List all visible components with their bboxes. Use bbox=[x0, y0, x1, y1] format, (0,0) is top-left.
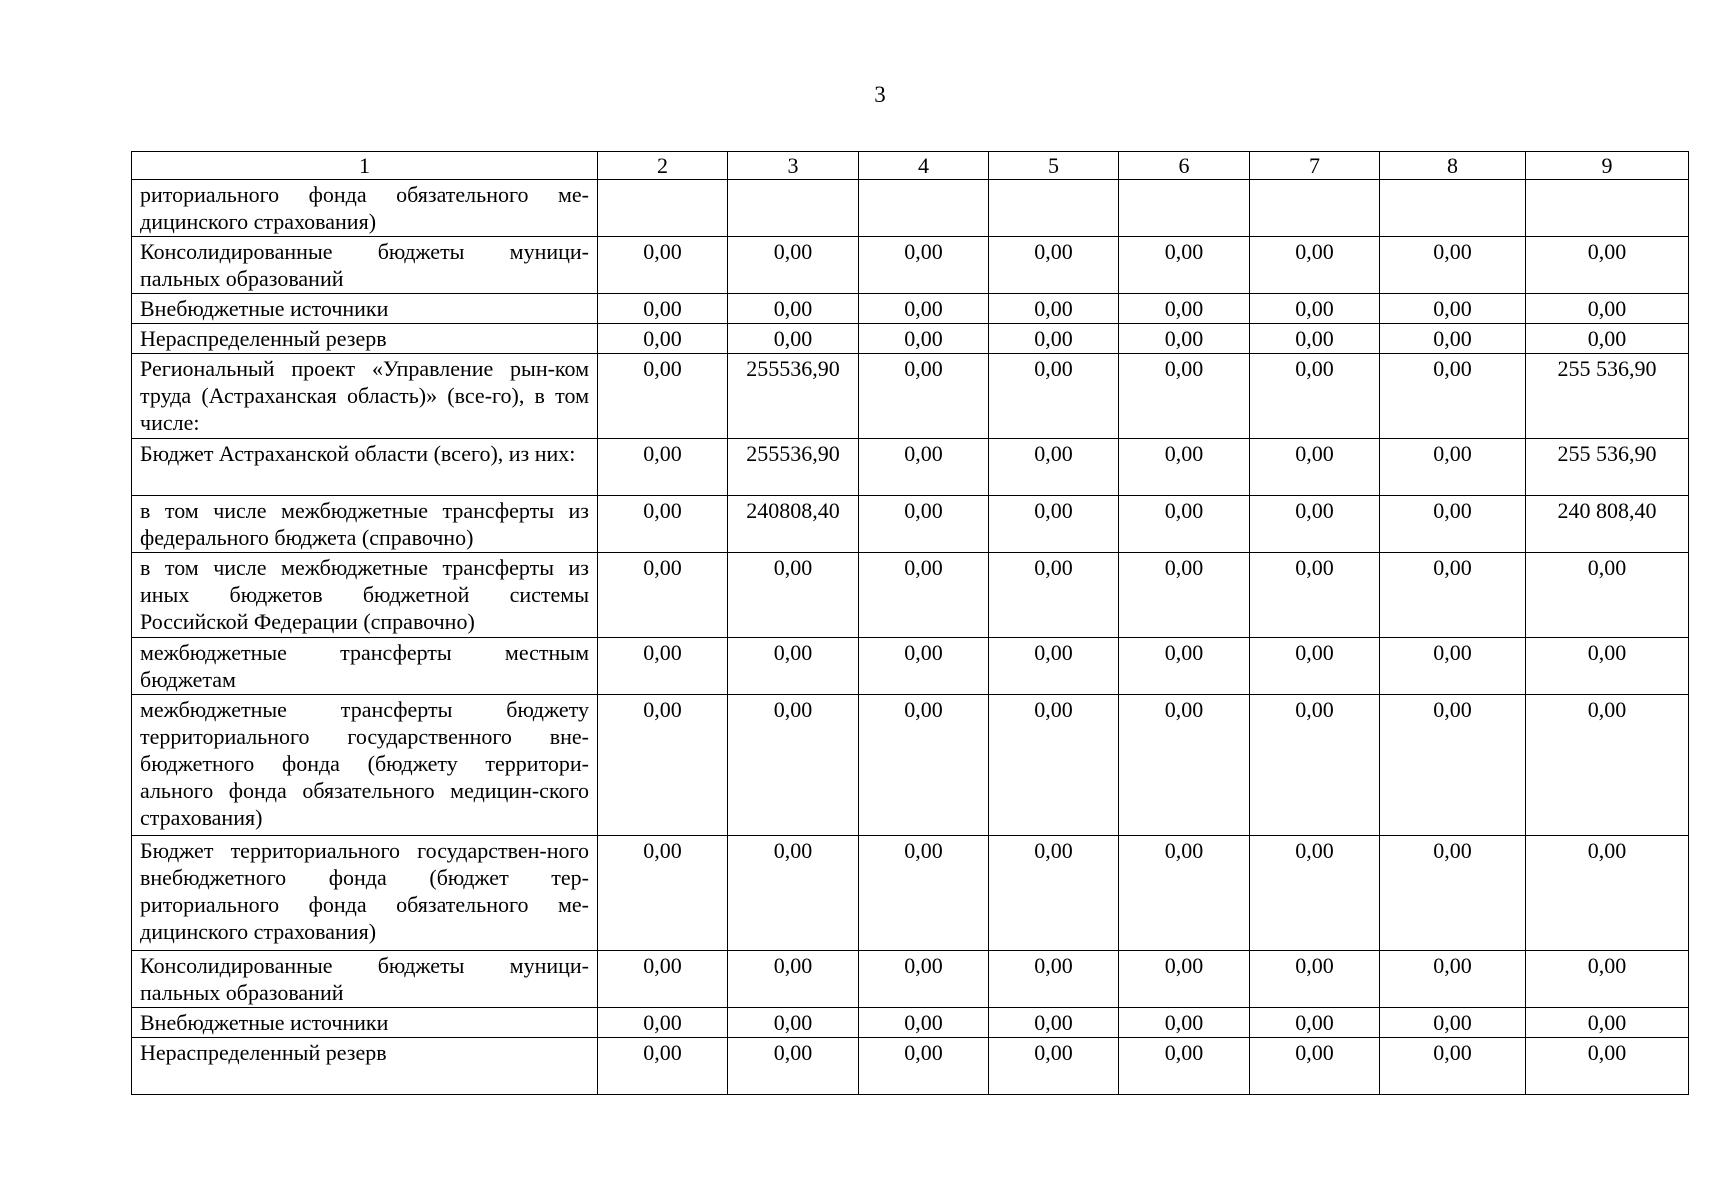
cell-value: 0,00 bbox=[728, 237, 859, 294]
column-header: 1 bbox=[132, 152, 598, 180]
cell-value: 0,00 bbox=[1250, 695, 1380, 836]
cell-value: 0,00 bbox=[1119, 294, 1250, 324]
cell-value: 0,00 bbox=[1250, 294, 1380, 324]
cell-value: 0,00 bbox=[1250, 496, 1380, 553]
cell-value: 0,00 bbox=[1526, 695, 1689, 836]
cell-value: 0,00 bbox=[859, 237, 989, 294]
cell-value: 0,00 bbox=[859, 695, 989, 836]
cell-value: 0,00 bbox=[728, 836, 859, 951]
cell-value: 0,00 bbox=[1250, 951, 1380, 1008]
cell-value: 0,00 bbox=[1119, 553, 1250, 638]
cell-value: 0,00 bbox=[1250, 1038, 1380, 1095]
table-row bbox=[132, 1008, 1689, 1038]
row-label: в том числе межбюджетные трансферты из иных бюджетов бюджетной системы Российской Федерации (справочно) bbox=[132, 553, 598, 638]
cell-value: 255 536,90 bbox=[1526, 354, 1689, 439]
cell-value: 0,00 bbox=[989, 496, 1119, 553]
cell-value: 0,00 bbox=[1250, 553, 1380, 638]
row-label: риториального фонда обязательного ме-дицинского страхования) bbox=[132, 180, 598, 237]
cell-value: 0,00 bbox=[989, 638, 1119, 695]
cell-value: 0,00 bbox=[598, 638, 728, 695]
cell-value: 0,00 bbox=[598, 354, 728, 439]
cell-value: 0,00 bbox=[1526, 836, 1689, 951]
row-label: Внебюджетные источники bbox=[132, 294, 598, 324]
cell-value: 0,00 bbox=[1250, 1008, 1380, 1038]
table-row bbox=[132, 638, 1689, 695]
cell-value: 0,00 bbox=[598, 1008, 728, 1038]
cell-value: 0,00 bbox=[728, 951, 859, 1008]
cell-value: 0,00 bbox=[1119, 439, 1250, 496]
cell-value: 0,00 bbox=[1380, 951, 1526, 1008]
cell-value: 0,00 bbox=[989, 553, 1119, 638]
cell-value: 0,00 bbox=[989, 354, 1119, 439]
cell-value: 0,00 bbox=[1380, 553, 1526, 638]
cell-value: 0,00 bbox=[728, 1038, 859, 1095]
cell-value: 0,00 bbox=[1119, 951, 1250, 1008]
cell-value: 0,00 bbox=[598, 951, 728, 1008]
cell-value: 0,00 bbox=[859, 638, 989, 695]
column-header: 5 bbox=[989, 152, 1119, 180]
cell-value: 0,00 bbox=[728, 324, 859, 354]
column-header: 8 bbox=[1380, 152, 1526, 180]
cell-value: 0,00 bbox=[598, 1038, 728, 1095]
cell-value: 0,00 bbox=[1526, 237, 1689, 294]
cell-value: 0,00 bbox=[859, 553, 989, 638]
cell-value: 0,00 bbox=[1250, 237, 1380, 294]
cell-value: 0,00 bbox=[1526, 1008, 1689, 1038]
table-row bbox=[132, 294, 1689, 324]
cell-value: 0,00 bbox=[1250, 354, 1380, 439]
cell-value: 0,00 bbox=[1380, 354, 1526, 439]
cell-value bbox=[859, 180, 989, 237]
cell-value: 0,00 bbox=[1526, 553, 1689, 638]
cell-value: 0,00 bbox=[859, 439, 989, 496]
cell-value: 0,00 bbox=[859, 1038, 989, 1095]
cell-value: 0,00 bbox=[1526, 294, 1689, 324]
cell-value: 0,00 bbox=[1119, 237, 1250, 294]
cell-value: 0,00 bbox=[989, 836, 1119, 951]
table-row bbox=[132, 354, 1689, 439]
table-body bbox=[132, 180, 1689, 1095]
table-row bbox=[132, 496, 1689, 553]
cell-value: 0,00 bbox=[859, 324, 989, 354]
column-header: 4 bbox=[859, 152, 989, 180]
table-row bbox=[132, 237, 1689, 294]
cell-value: 0,00 bbox=[1380, 496, 1526, 553]
cell-value: 0,00 bbox=[859, 1008, 989, 1038]
cell-value: 0,00 bbox=[728, 1008, 859, 1038]
cell-value: 0,00 bbox=[728, 695, 859, 836]
cell-value: 0,00 bbox=[598, 294, 728, 324]
cell-value: 0,00 bbox=[989, 1038, 1119, 1095]
cell-value: 0,00 bbox=[598, 237, 728, 294]
cell-value: 0,00 bbox=[859, 836, 989, 951]
table-row bbox=[132, 439, 1689, 496]
cell-value: 0,00 bbox=[989, 951, 1119, 1008]
cell-value: 0,00 bbox=[989, 294, 1119, 324]
cell-value: 0,00 bbox=[598, 496, 728, 553]
cell-value: 0,00 bbox=[1380, 638, 1526, 695]
row-label: Нераспределенный резерв bbox=[132, 1038, 598, 1095]
cell-value: 0,00 bbox=[989, 1008, 1119, 1038]
cell-value: 0,00 bbox=[1526, 1038, 1689, 1095]
column-header: 7 bbox=[1250, 152, 1380, 180]
cell-value: 0,00 bbox=[859, 496, 989, 553]
row-label: Внебюджетные источники bbox=[132, 1008, 598, 1038]
cell-value: 0,00 bbox=[1380, 1038, 1526, 1095]
budget-table bbox=[131, 151, 1689, 1095]
cell-value: 0,00 bbox=[1250, 439, 1380, 496]
cell-value: 0,00 bbox=[989, 439, 1119, 496]
cell-value: 0,00 bbox=[1119, 354, 1250, 439]
cell-value: 0,00 bbox=[1119, 1038, 1250, 1095]
cell-value: 0,00 bbox=[989, 237, 1119, 294]
cell-value: 0,00 bbox=[1380, 324, 1526, 354]
cell-value: 0,00 bbox=[1250, 836, 1380, 951]
cell-value: 255536,90 bbox=[728, 439, 859, 496]
cell-value: 0,00 bbox=[1119, 496, 1250, 553]
table-row bbox=[132, 1038, 1689, 1095]
cell-value: 0,00 bbox=[1119, 836, 1250, 951]
cell-value: 0,00 bbox=[1380, 237, 1526, 294]
cell-value: 0,00 bbox=[1380, 294, 1526, 324]
cell-value: 0,00 bbox=[1119, 1008, 1250, 1038]
cell-value bbox=[1250, 180, 1380, 237]
cell-value: 0,00 bbox=[1380, 695, 1526, 836]
cell-value: 0,00 bbox=[598, 553, 728, 638]
cell-value: 0,00 bbox=[1250, 324, 1380, 354]
cell-value: 0,00 bbox=[598, 695, 728, 836]
cell-value: 0,00 bbox=[598, 439, 728, 496]
cell-value: 0,00 bbox=[1119, 324, 1250, 354]
cell-value: 0,00 bbox=[1119, 638, 1250, 695]
cell-value: 240 808,40 bbox=[1526, 496, 1689, 553]
column-header: 6 bbox=[1119, 152, 1250, 180]
table-row bbox=[132, 951, 1689, 1008]
row-label: Бюджет территориального государствен-ного внебюджетного фонда (бюджет тер-риториального фонда обязательного ме-дицинского страхования) bbox=[132, 836, 598, 951]
cell-value: 0,00 bbox=[1380, 439, 1526, 496]
cell-value: 0,00 bbox=[1526, 638, 1689, 695]
table-row bbox=[132, 180, 1689, 237]
table-row bbox=[132, 553, 1689, 638]
row-label: Нераспределенный резерв bbox=[132, 324, 598, 354]
row-label: Консолидированные бюджеты муници-пальных образований bbox=[132, 951, 598, 1008]
row-label: в том числе межбюджетные трансферты из федерального бюджета (справочно) bbox=[132, 496, 598, 553]
cell-value: 0,00 bbox=[1380, 836, 1526, 951]
cell-value: 0,00 bbox=[859, 951, 989, 1008]
row-label: Региональный проект «Управление рын-ком труда (Астраханская область)» (все-го), в том числе: bbox=[132, 354, 598, 439]
cell-value bbox=[728, 180, 859, 237]
cell-value bbox=[598, 180, 728, 237]
cell-value: 0,00 bbox=[598, 324, 728, 354]
table-header-row bbox=[132, 152, 1689, 180]
cell-value: 0,00 bbox=[1119, 695, 1250, 836]
cell-value: 255 536,90 bbox=[1526, 439, 1689, 496]
cell-value: 0,00 bbox=[598, 836, 728, 951]
page-number: 3 bbox=[874, 82, 886, 107]
column-header: 9 bbox=[1526, 152, 1689, 180]
cell-value: 0,00 bbox=[1526, 324, 1689, 354]
cell-value: 0,00 bbox=[728, 294, 859, 324]
cell-value: 0,00 bbox=[728, 553, 859, 638]
row-label: Консолидированные бюджеты муници-пальных образований bbox=[132, 237, 598, 294]
row-label: Бюджет Астраханской области (всего), из них: bbox=[132, 439, 598, 496]
row-label: межбюджетные трансферты бюджету территориального государственного вне-бюджетного фонда (бюджету территори-ального фонда обязательного медицин-ского страхования) bbox=[132, 695, 598, 836]
cell-value: 0,00 bbox=[859, 354, 989, 439]
cell-value bbox=[1380, 180, 1526, 237]
column-header: 3 bbox=[728, 152, 859, 180]
table-row bbox=[132, 836, 1689, 951]
cell-value bbox=[1526, 180, 1689, 237]
cell-value: 0,00 bbox=[728, 638, 859, 695]
table-row bbox=[132, 324, 1689, 354]
cell-value: 0,00 bbox=[989, 324, 1119, 354]
table-row bbox=[132, 695, 1689, 836]
cell-value: 255536,90 bbox=[728, 354, 859, 439]
cell-value: 0,00 bbox=[1526, 951, 1689, 1008]
row-label: межбюджетные трансферты местным бюджетам bbox=[132, 638, 598, 695]
cell-value: 0,00 bbox=[989, 695, 1119, 836]
cell-value: 0,00 bbox=[1250, 638, 1380, 695]
cell-value: 240808,40 bbox=[728, 496, 859, 553]
cell-value: 0,00 bbox=[1380, 1008, 1526, 1038]
column-header: 2 bbox=[598, 152, 728, 180]
cell-value bbox=[1119, 180, 1250, 237]
cell-value: 0,00 bbox=[859, 294, 989, 324]
cell-value bbox=[989, 180, 1119, 237]
